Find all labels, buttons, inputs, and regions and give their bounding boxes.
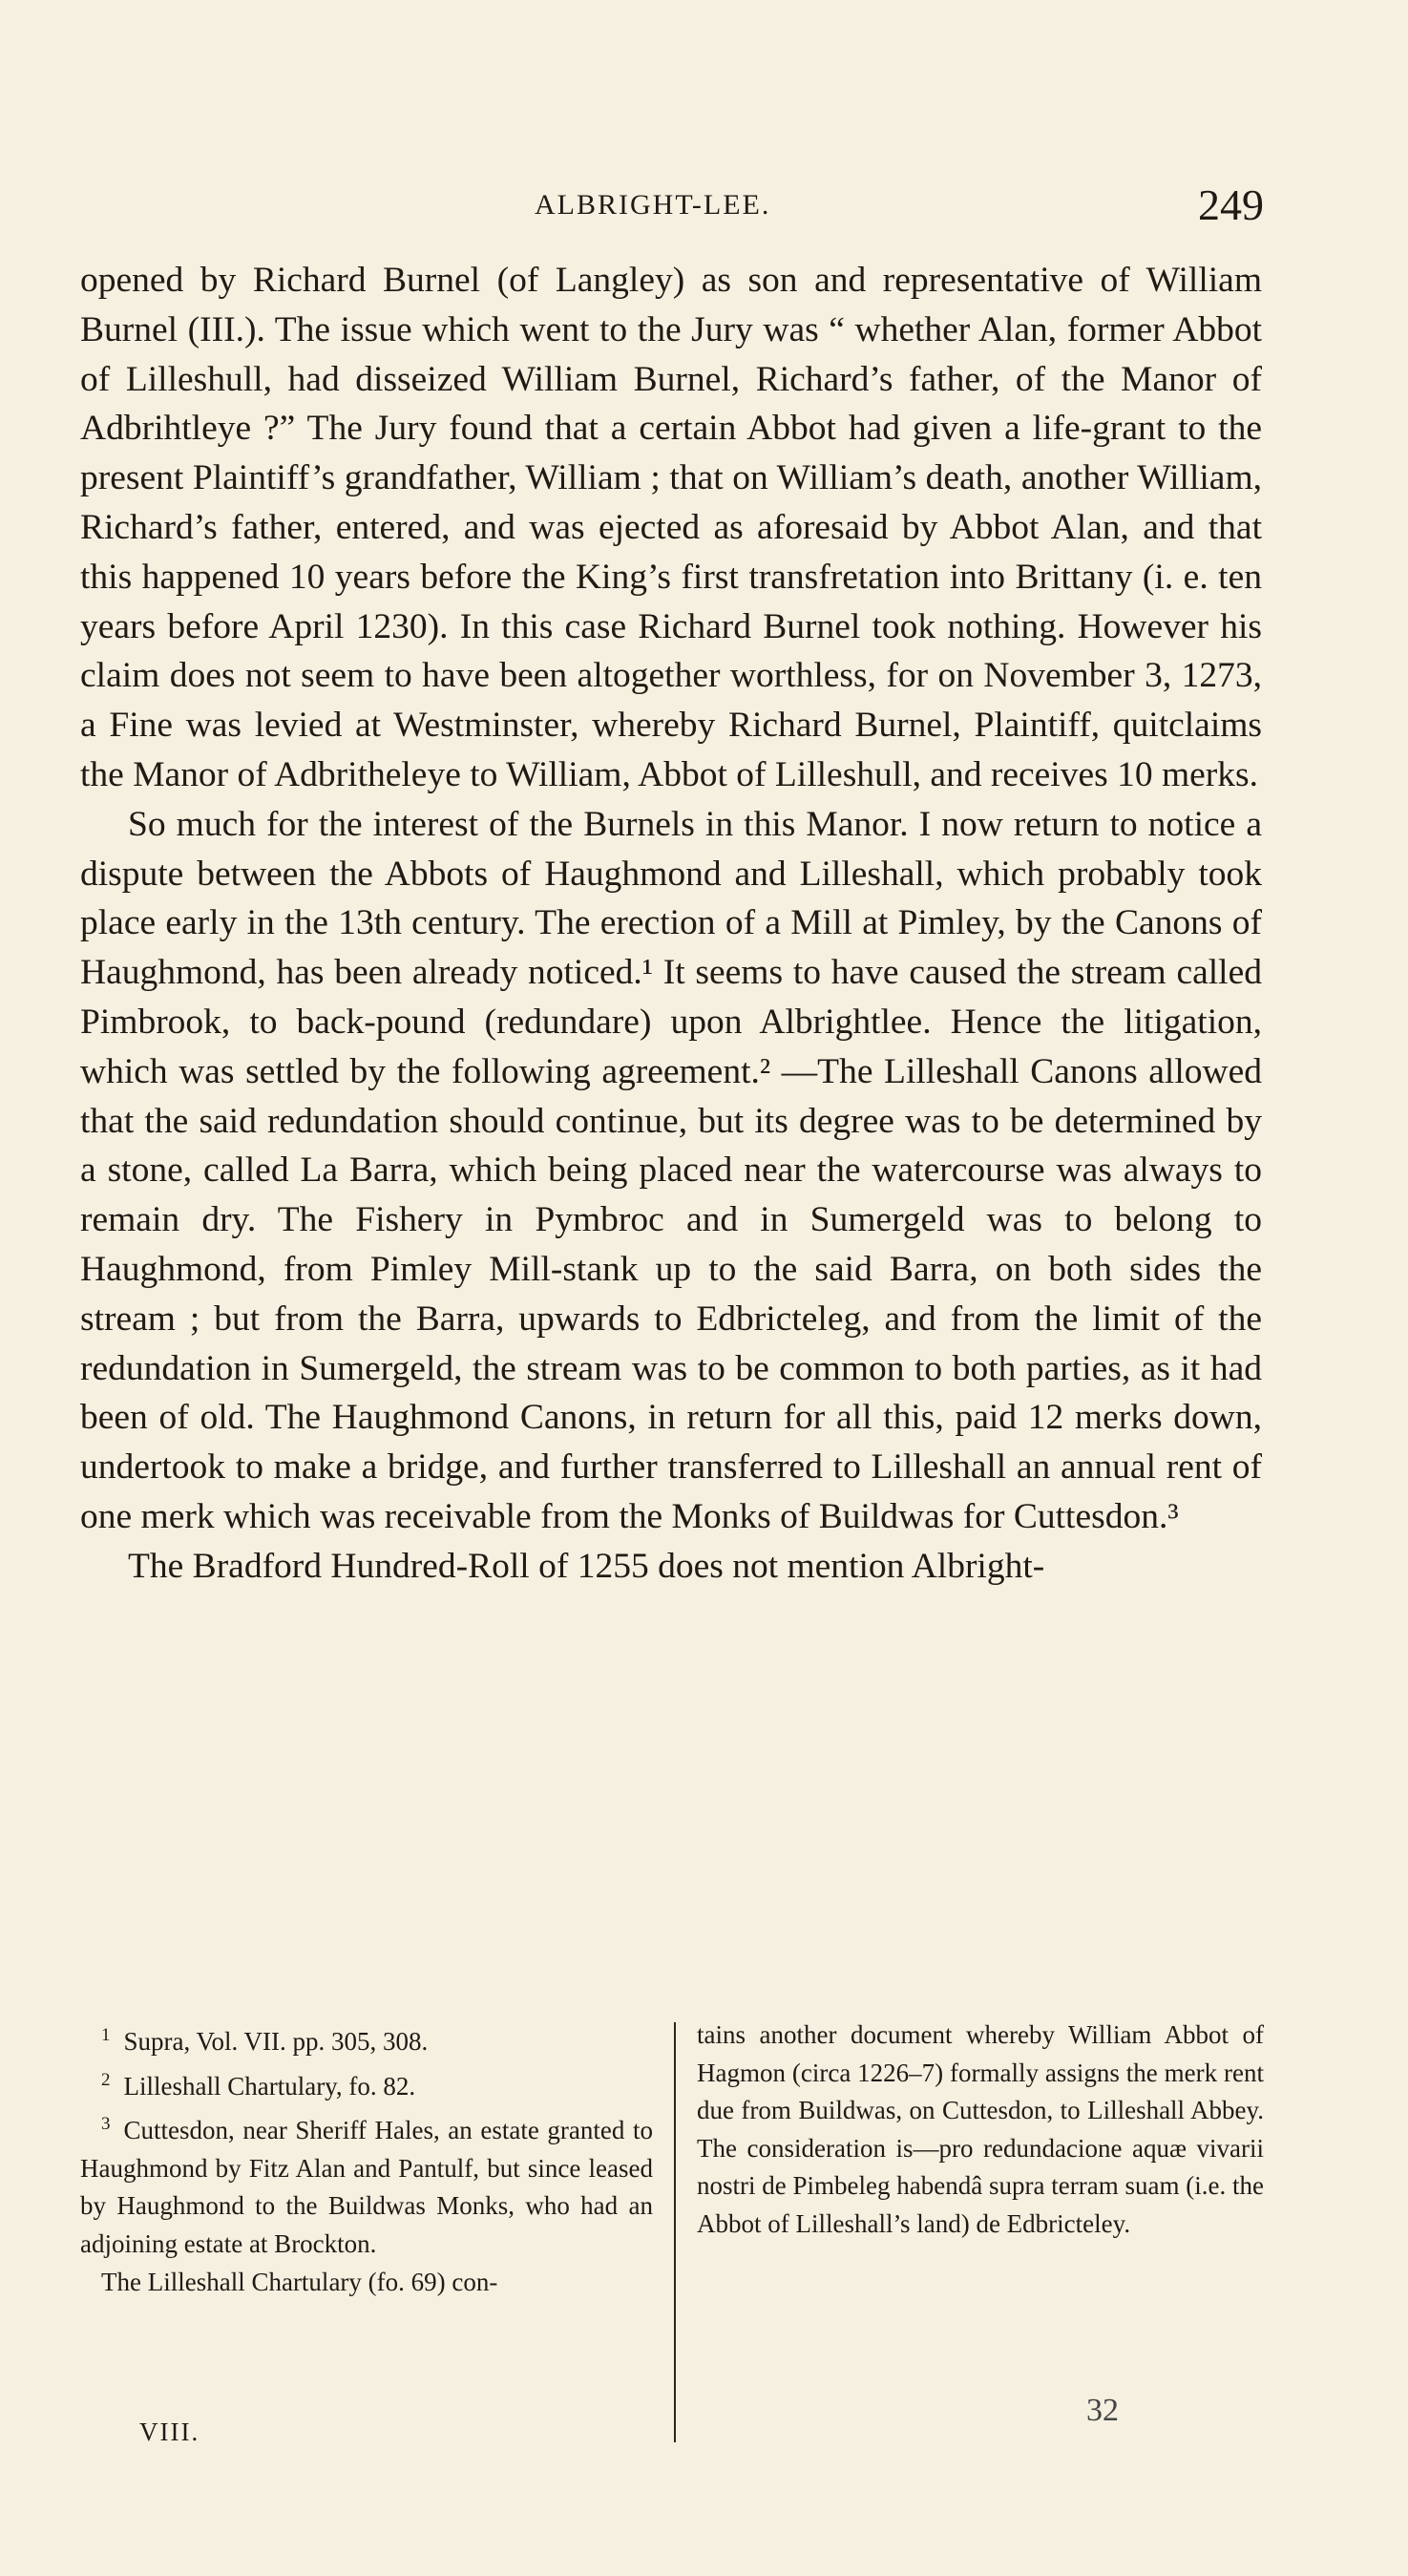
footnote-3-continued: tains another document whereby William Abbot of Hagmon (circa 1226–7) formally assigns the merk rent due from Buildwas, on Cuttesdon, to Lilleshall Abbey. The consideration is—pro redundacione aquæ vivarii nostri de Pimbeleg habendâ supra terram suam (i.e. the Abbot of Lilleshall’s land) de Edbricteley. xyxy=(697,2020,1264,2238)
footnote-marker: 3 xyxy=(101,2114,111,2135)
paragraph-1: opened by Richard Burnel (of Langley) as son and representative of William Burnel (III.). The issue which went to the Jury was “ whether Alan, former Abbot of Lilleshull, had disseized William Burnel, Richard’s father, of the Manor of Adbrihtleye ?” The Jury found that a certain Abbot had given a life-grant to the present Plaintiff’s grandfather, William ; that on William’s death, another William, Richard’s father, entered, and was ejected as aforesaid by Abbot Alan, and that this happened 10 years before the King’s first transfretation into Brittany (i. e. ten years before April 1230). In this case Richard Burnel took nothing. However his claim does not seem to have been altogether worthless, for on November 3, 1273, a Fine was levied at Westminster, whereby Richard Burnel, Plaintiff, quitclaims the Manor of Adbritheleye to William, Abbot of Lilleshull, and receives 10 merks. xyxy=(80,261,1262,794)
footnote-2 xyxy=(80,2061,653,2106)
sheet-number: 32 xyxy=(1086,2393,1119,2428)
footnote-column-left xyxy=(80,2016,653,2301)
running-head: ALBRIGHT-LEE. xyxy=(535,189,771,221)
page-number: 249 xyxy=(1198,180,1264,229)
column-divider xyxy=(674,2022,676,2442)
footnote-text: Lilleshall Chartulary, fo. 82. xyxy=(123,2071,416,2101)
footnote-column-right xyxy=(697,2016,1264,2244)
footnote-3 xyxy=(80,2105,653,2263)
paragraph-3: The Bradford Hundred-Roll of 1255 does not mention Albright- xyxy=(128,1546,1045,1586)
footnote-3-continuation: The Lilleshall Chartulary (fo. 69) con- xyxy=(101,2267,498,2296)
footnote-text: Supra, Vol. VII. pp. 305, 308. xyxy=(123,2027,429,2056)
footnote-marker: 2 xyxy=(101,2069,111,2090)
main-text xyxy=(80,256,1262,1592)
footnote-1 xyxy=(80,2016,653,2061)
footnote-text: Cuttesdon, near Sheriff Hales, an estate granted to Haughmond by Fitz Alan and Pantulf, but since leased by Haughmond to the Buildwas Monks, who had an adjoining estate at Brockton. xyxy=(80,2116,653,2258)
paragraph-2: So much for the interest of the Burnels in this Manor. I now return to notice a dispute between the Abbots of Haughmond and Lilleshall, which probably took place early in the 13th century. The erection of a Mill at Pimley, by the Canons of Haughmond, has been already noticed.¹ It seems to have caused the stream called Pimbrook, to back-pound (redundare) upon Albrightlee. Hence the litigation, which was settled by the following agreement.² —The Lilleshall Canons allowed that the said redundation should continue, but its degree was to be determined by a stone, called La Barra, which being placed near the watercourse was always to remain dry. The Fishery in Pymbroc and in Sumergeld was to belong to Haughmond, from Pimley Mill-stank up to the said Barra, on both sides the stream ; but from the Barra, upwards to Edbricteleg, and from the limit of the redundation in Sumergeld, the stream was to be common to both parties, as it had been of old. The Haughmond Canons, in return for all this, paid 12 merks down, undertook to make a bridge, and further transferred to Lilleshall an annual rent of one merk which was receivable from the Monks of Buildwas for Cuttesdon.³ xyxy=(80,804,1262,1536)
footnote-marker: 1 xyxy=(101,2025,111,2045)
signature-mark: VIII. xyxy=(139,2418,200,2446)
